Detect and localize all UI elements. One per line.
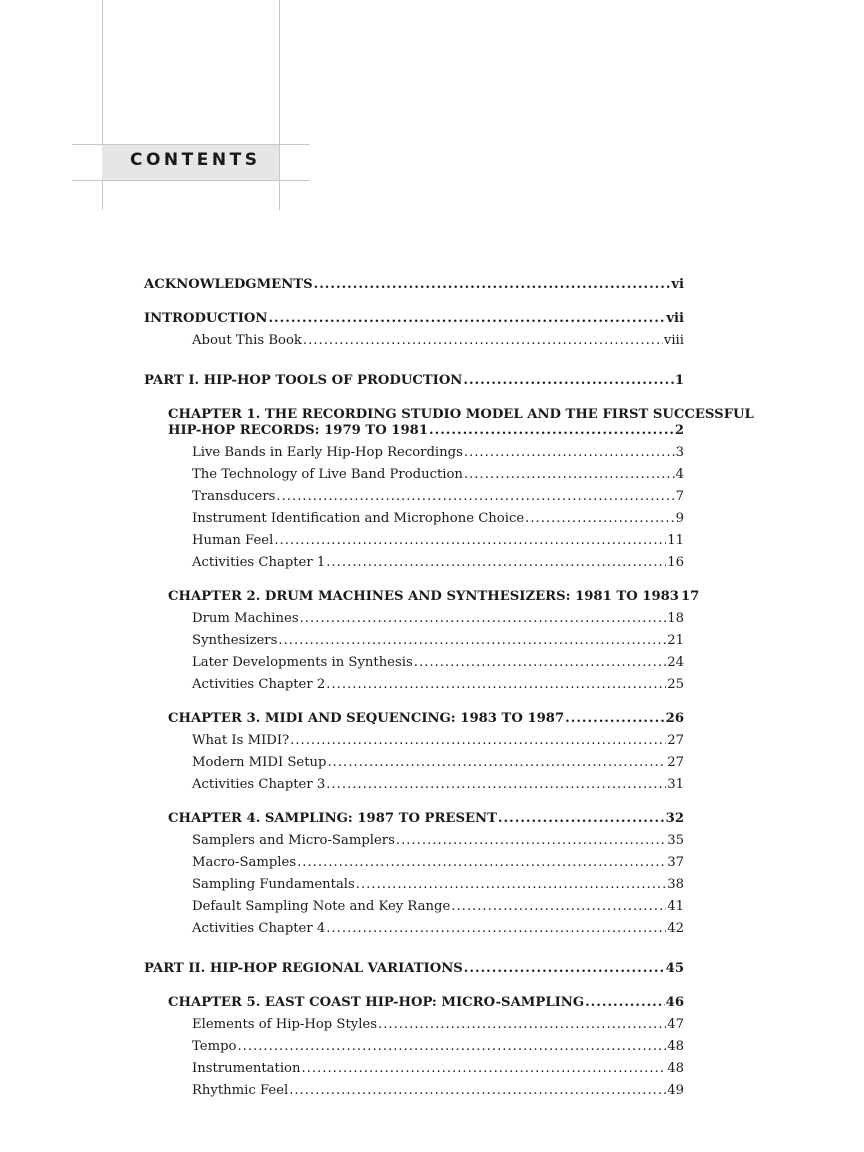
toc-entry-chapter-1[interactable]	[168, 423, 684, 439]
dot-leader	[429, 423, 674, 439]
toc-section[interactable]	[192, 467, 684, 483]
toc-section[interactable]	[192, 511, 684, 527]
dot-leader	[498, 811, 665, 827]
toc-section[interactable]	[192, 1017, 684, 1033]
dot-leader	[290, 733, 666, 749]
toc-page-number: 31	[667, 777, 684, 792]
toc-label: Sampling Fundamentals	[192, 877, 355, 892]
toc-label: CHAPTER 3. MIDI AND SEQUENCING: 1983 TO 1987	[168, 711, 565, 726]
toc-label: CHAPTER 5. EAST COAST HIP-HOP: MICRO-SAMPLING	[168, 995, 585, 1010]
dot-leader	[276, 489, 674, 505]
dot-leader	[326, 777, 666, 793]
toc-label: PART I. HIP-HOP TOOLS OF PRODUCTION	[144, 373, 463, 388]
toc-label: Default Sampling Note and Key Range	[192, 899, 451, 914]
toc-page-number: 9	[675, 511, 684, 526]
toc-label: Instrument Identification and Microphone Choice	[192, 511, 525, 526]
toc-entry-acknowledgments[interactable]	[144, 277, 684, 293]
toc-page-number: 46	[665, 995, 684, 1010]
toc-page-number: 17	[680, 589, 700, 604]
toc-entry-chapter-4[interactable]	[168, 811, 684, 827]
toc-entry-chapter-5[interactable]	[168, 995, 684, 1011]
toc-page-number: 16	[667, 555, 684, 570]
toc-page-number: 38	[667, 877, 684, 892]
toc-label: Tempo	[192, 1039, 237, 1054]
toc-page-number: 49	[667, 1083, 684, 1098]
toc-section[interactable]	[192, 899, 684, 915]
toc-entry-chapter-2[interactable]	[168, 589, 700, 605]
toc-section[interactable]	[192, 533, 684, 549]
dot-leader	[463, 373, 673, 389]
toc-section[interactable]	[192, 777, 684, 793]
toc-label: Later Developments in Synthesis	[192, 655, 413, 670]
dot-leader	[289, 1083, 666, 1099]
dot-leader	[414, 655, 666, 671]
dot-leader	[326, 677, 666, 693]
dot-leader	[565, 711, 664, 727]
toc-label: Modern MIDI Setup	[192, 755, 327, 770]
toc-page-number: 27	[667, 733, 684, 748]
toc-page-number: 27	[667, 755, 684, 770]
dot-leader	[451, 899, 666, 915]
dot-leader	[326, 921, 666, 937]
toc-label: Synthesizers	[192, 633, 278, 648]
dot-leader	[268, 311, 665, 327]
toc-section[interactable]	[192, 1039, 684, 1055]
toc-section[interactable]	[192, 445, 684, 461]
toc-section[interactable]	[192, 877, 684, 893]
toc-page-number: 1	[674, 373, 684, 388]
dot-leader	[525, 511, 674, 527]
toc-page-number: 45	[665, 961, 684, 976]
toc-section[interactable]	[192, 677, 684, 693]
toc-label: Live Bands in Early Hip-Hop Recordings	[192, 445, 463, 460]
dot-leader	[274, 533, 666, 549]
page-title: CONTENTS	[130, 150, 261, 170]
toc-page-number: viii	[663, 333, 684, 348]
toc-section[interactable]	[192, 611, 684, 627]
toc-section[interactable]	[192, 655, 684, 671]
toc-label: The Technology of Live Band Production	[192, 467, 463, 482]
toc-page-number: 24	[667, 655, 684, 670]
toc-label: Samplers and Micro-Samplers	[192, 833, 395, 848]
toc-page-number: 2	[674, 423, 684, 438]
toc-label: Activities Chapter 1	[192, 555, 326, 570]
toc-page-number: vi	[671, 277, 684, 292]
dot-leader	[464, 961, 665, 977]
dot-leader	[300, 611, 667, 627]
dot-leader	[237, 1039, 666, 1055]
toc-page-number: 42	[667, 921, 684, 936]
toc-entry-introduction[interactable]	[144, 311, 684, 327]
toc-page-number: 41	[667, 899, 684, 914]
toc-label: Macro-Samples	[192, 855, 297, 870]
toc-label: HIP-HOP RECORDS: 1979 TO 1981	[168, 423, 429, 438]
toc-page-number: 35	[667, 833, 684, 848]
toc-label: Instrumentation	[192, 1061, 301, 1076]
toc-label: Human Feel	[192, 533, 274, 548]
toc-label: Activities Chapter 3	[192, 777, 326, 792]
toc-section[interactable]	[192, 633, 684, 649]
toc-entry-part-1[interactable]	[144, 373, 684, 389]
toc-page-number: 47	[667, 1017, 684, 1032]
toc-label: Transducers	[192, 489, 276, 504]
toc-section[interactable]	[192, 733, 684, 749]
toc-page-number: 7	[675, 489, 684, 504]
dot-leader	[301, 1061, 666, 1077]
toc-page-number: 21	[667, 633, 684, 648]
dot-leader	[464, 445, 675, 461]
toc-page-number: 32	[665, 811, 684, 826]
toc-entry-part-2[interactable]	[144, 961, 684, 977]
toc-label: ACKNOWLEDGMENTS	[144, 277, 313, 292]
toc-section[interactable]	[192, 755, 684, 771]
dot-leader	[464, 467, 675, 483]
toc-label: Rhythmic Feel	[192, 1083, 289, 1098]
toc-page-number: 48	[667, 1061, 684, 1076]
toc-label: CHAPTER 4. SAMPLING: 1987 TO PRESENT	[168, 811, 497, 826]
toc-entry-chapter-1-line-1[interactable]: CHAPTER 1. THE RECORDING STUDIO MODEL AND THE FIRST SUCCESSFUL	[168, 407, 754, 422]
toc-section[interactable]	[192, 489, 684, 505]
toc-section[interactable]	[192, 1061, 684, 1077]
toc-section[interactable]	[192, 855, 684, 871]
dot-leader	[378, 1017, 666, 1033]
toc-label: Elements of Hip-Hop Styles	[192, 1017, 377, 1032]
toc-entry-chapter-3[interactable]	[168, 711, 684, 727]
toc-label: Activities Chapter 2	[192, 677, 326, 692]
dot-leader	[585, 995, 665, 1011]
toc-page-number: 37	[667, 855, 684, 870]
toc-page-number: 26	[665, 711, 684, 726]
dot-leader	[297, 855, 666, 871]
toc-label: Drum Machines	[192, 611, 299, 626]
toc-section[interactable]	[192, 555, 684, 571]
toc-label: PART II. HIP-HOP REGIONAL VARIATIONS	[144, 961, 463, 976]
toc-label: About This Book	[192, 333, 302, 348]
toc-page-number: 11	[667, 533, 684, 548]
toc-page-number: vii	[666, 311, 684, 326]
dot-leader	[326, 555, 666, 571]
toc-section[interactable]	[192, 1083, 684, 1099]
dot-leader	[314, 277, 671, 293]
toc-label: INTRODUCTION	[144, 311, 268, 326]
dot-leader	[278, 633, 666, 649]
dot-leader	[327, 755, 666, 771]
toc-page-number: 25	[667, 677, 684, 692]
toc-entry-about-this-book[interactable]	[192, 333, 684, 349]
toc-page-number: 18	[667, 611, 684, 626]
dot-leader	[303, 333, 663, 349]
toc-label: Activities Chapter 4	[192, 921, 326, 936]
dot-leader	[396, 833, 666, 849]
toc-label: CHAPTER 2. DRUM MACHINES AND SYNTHESIZERS: 1981 TO 1983	[168, 589, 679, 604]
toc-page-number: 4	[675, 467, 684, 482]
dot-leader	[356, 877, 666, 893]
toc-page-number: 3	[675, 445, 684, 460]
toc-label: What Is MIDI?	[192, 733, 290, 748]
toc-section[interactable]	[192, 921, 684, 937]
toc-section[interactable]	[192, 833, 684, 849]
toc-page-number: 48	[667, 1039, 684, 1054]
